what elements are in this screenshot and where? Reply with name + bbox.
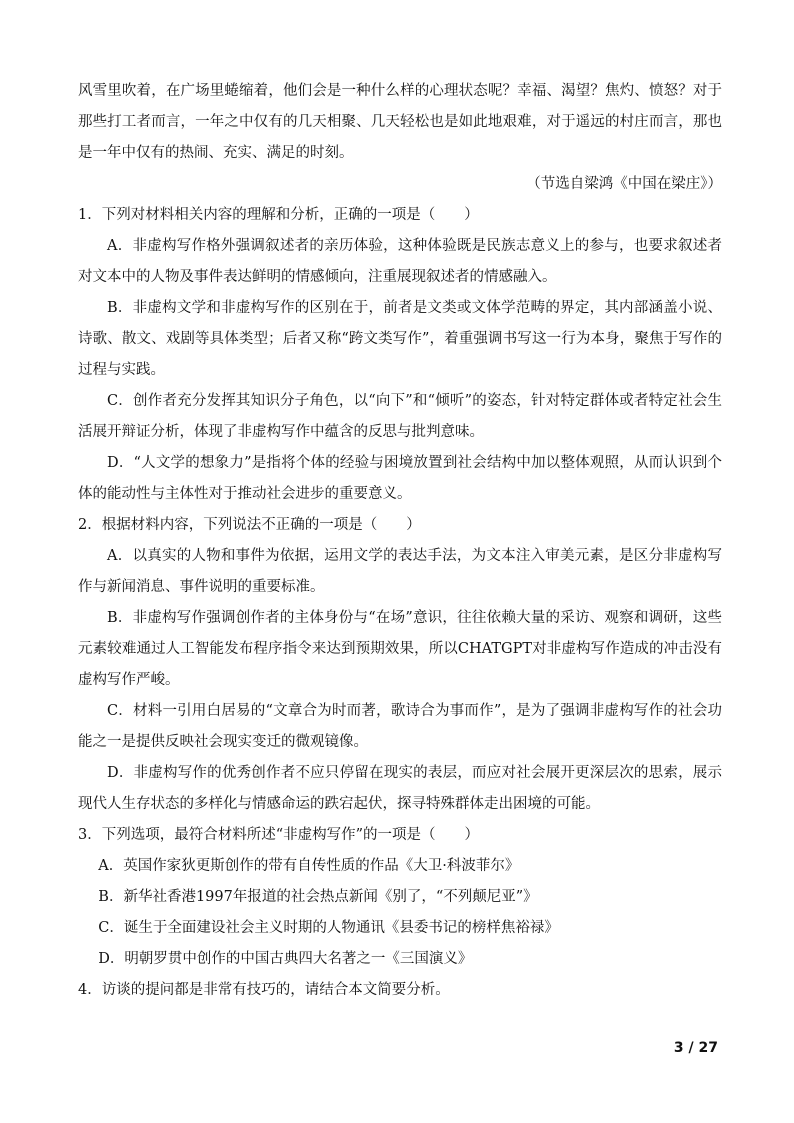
question-3-option-c: C．诞生于全面建设社会主义时期的人物通讯《县委书记的榜样焦裕禄》 — [98, 920, 559, 936]
page-number: 3 / 27 — [673, 1040, 718, 1056]
question-2-option-c: C．材料一引用白居易的“文章合为时而著，歌诗合为事而作”，是为了强调非虚构写作的社会功能之一是提供反映社会现实变迁的微观镜像。 — [78, 703, 722, 750]
question-3-option-d: D．明朝罗贯中创作的中国古典四大名著之一《三国演义》 — [98, 951, 473, 967]
passage-source: （节选自梁鸿《中国在梁庄》） — [526, 176, 722, 192]
question-1-option-a: A．非虚构写作格外强调叙述者的亲历体验，这种体验既是民族志意义上的参与，也要求叙述者对文本中的人物及事件表达鲜明的情感倾向，注重展现叙述者的情感融入。 — [78, 238, 722, 285]
question-2-stem: 2．根据材料内容，下列说法不正确的一项是（ ） — [78, 517, 421, 533]
passage-paragraph: 风雪里吹着，在广场里蜷缩着，他们会是一种什么样的心理状态呢？幸福、渴望？焦灼、愤怒？对于那些打工者而言，一年之中仅有的几天相聚、几天轻松也是如此地艰难，对于遥远的村庄而言，那也是一年中仅有的热闹、充实、满足的时刻。 — [78, 83, 722, 161]
question-1-option-b: B．非虚构文学和非虚构写作的区别在于，前者是文类或文体学范畴的界定，其内部涵盖小说、诗歌、散文、戏剧等具体类型；后者又称“跨文类写作”，着重强调书写这一行为本身，聚焦于写作的过程与实践。 — [78, 300, 722, 378]
question-4-stem: 4．访谈的提问都是非常有技巧的，请结合本文简要分析。 — [78, 982, 450, 998]
question-2-option-a: A．以真实的人物和事件为依据，运用文学的表达手法，为文本注入审美元素，是区分非虚构写作与新闻消息、事件说明的重要标准。 — [78, 548, 722, 595]
question-2-option-d: D．非虚构写作的优秀创作者不应只停留在现实的表层，而应对社会展开更深层次的思索，展示现代人生存状态的多样化与情感命运的跌宕起伏，探寻特殊群体走出困境的可能。 — [78, 765, 722, 812]
question-2-option-b: B．非虚构写作强调创作者的主体身份与“在场”意识，往往依赖大量的采访、观察和调研，这些元素较难通过人工智能发布程序指令来达到预期效果，所以CHATGPT对非虚构写作造成的冲击没有虚构写作严峻。 — [78, 610, 722, 688]
question-3-option-a: A．英国作家狄更斯创作的带有自传性质的作品《大卫·科波菲尔》 — [98, 858, 520, 874]
question-3-option-b: B．新华社香港1997年报道的社会热点新闻《别了，“不列颠尼亚”》 — [98, 889, 538, 905]
question-1-stem: 1．下列对材料相关内容的理解和分析，正确的一项是（ ） — [78, 207, 479, 223]
question-3-stem: 3．下列选项，最符合材料所述“非虚构写作”的一项是（ ） — [78, 827, 480, 843]
question-1-option-c: C．创作者充分发挥其知识分子角色，以“向下”和“倾听”的姿态，针对特定群体或者特定社会生活展开辩证分析，体现了非虚构写作中蕴含的反思与批判意味。 — [78, 393, 722, 440]
question-1-option-d: D．“人文学的想象力”是指将个体的经验与困境放置到社会结构中加以整体观照，从而认识到个体的能动性与主体性对于推动社会进步的重要意义。 — [78, 455, 722, 502]
document-page — [78, 76, 722, 1006]
